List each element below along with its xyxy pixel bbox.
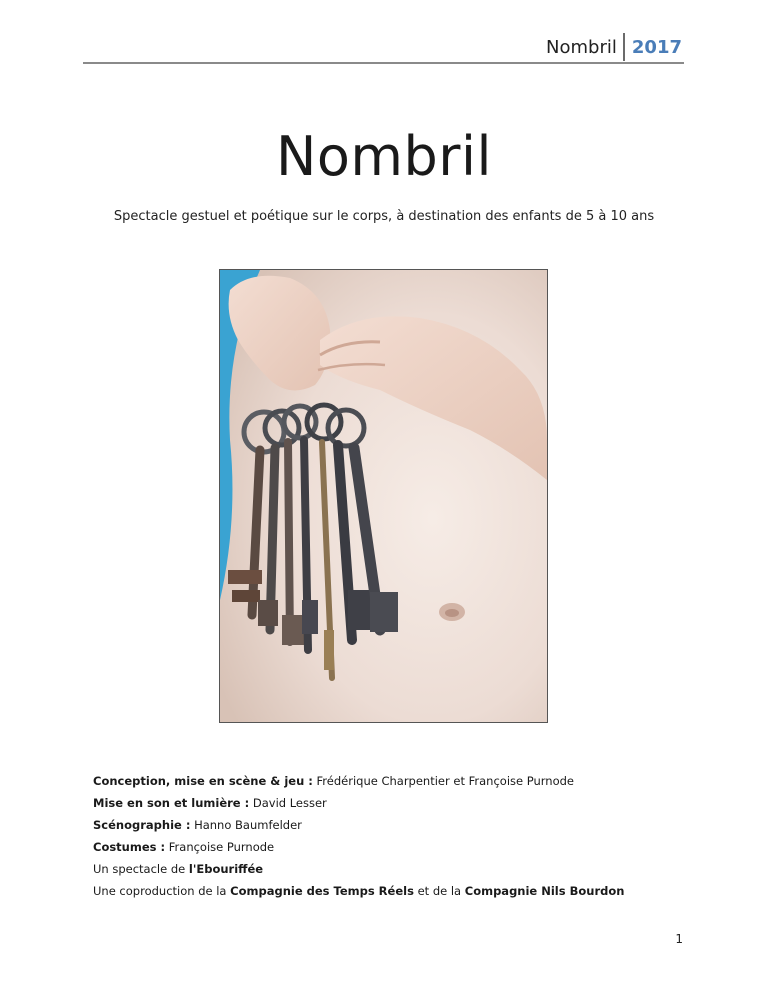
- credit-label: Mise en son et lumière :: [93, 796, 250, 810]
- credit-value: Hanno Baumfelder: [190, 818, 302, 832]
- credit-value: David Lesser: [249, 796, 327, 810]
- header-title: Nombril: [546, 36, 617, 58]
- credit-scenography: [93, 814, 713, 836]
- credit-text: Une coproduction de la: [93, 884, 231, 898]
- credits: [93, 770, 713, 902]
- header-year: 2017: [631, 36, 682, 58]
- header-rule: [83, 62, 684, 64]
- credit-label: Costumes :: [93, 840, 166, 854]
- credit-spectacle: [93, 858, 713, 880]
- credit-coproduction: [93, 880, 713, 902]
- credit-conception: [93, 770, 713, 792]
- document-title: Nombril: [275, 125, 493, 188]
- credit-text: Un spectacle de: [93, 862, 189, 876]
- credit-value: Frédérique Charpentier et Françoise Purnode: [312, 774, 574, 788]
- credit-label: Scénographie :: [93, 818, 191, 832]
- credit-company: Compagnie des Temps Réels: [230, 884, 414, 898]
- document-subtitle: Spectacle gestuel et poétique sur le corps, à destination des enfants de 5 à 10 ans: [113, 209, 655, 224]
- cover-photo-keys-on-belly: [220, 270, 547, 722]
- cover-image: [219, 269, 548, 723]
- credit-label: Conception, mise en scène & jeu :: [93, 774, 313, 788]
- page-number: 1: [675, 932, 683, 946]
- credit-costumes: [93, 836, 713, 858]
- credit-company: Compagnie Nils Bourdon: [464, 884, 625, 898]
- credit-text: et de la: [413, 884, 465, 898]
- page-header: [546, 32, 682, 62]
- credit-sound: [93, 792, 713, 814]
- credit-company: l'Ebouriffée: [188, 862, 264, 876]
- credit-value: Françoise Purnode: [165, 840, 275, 854]
